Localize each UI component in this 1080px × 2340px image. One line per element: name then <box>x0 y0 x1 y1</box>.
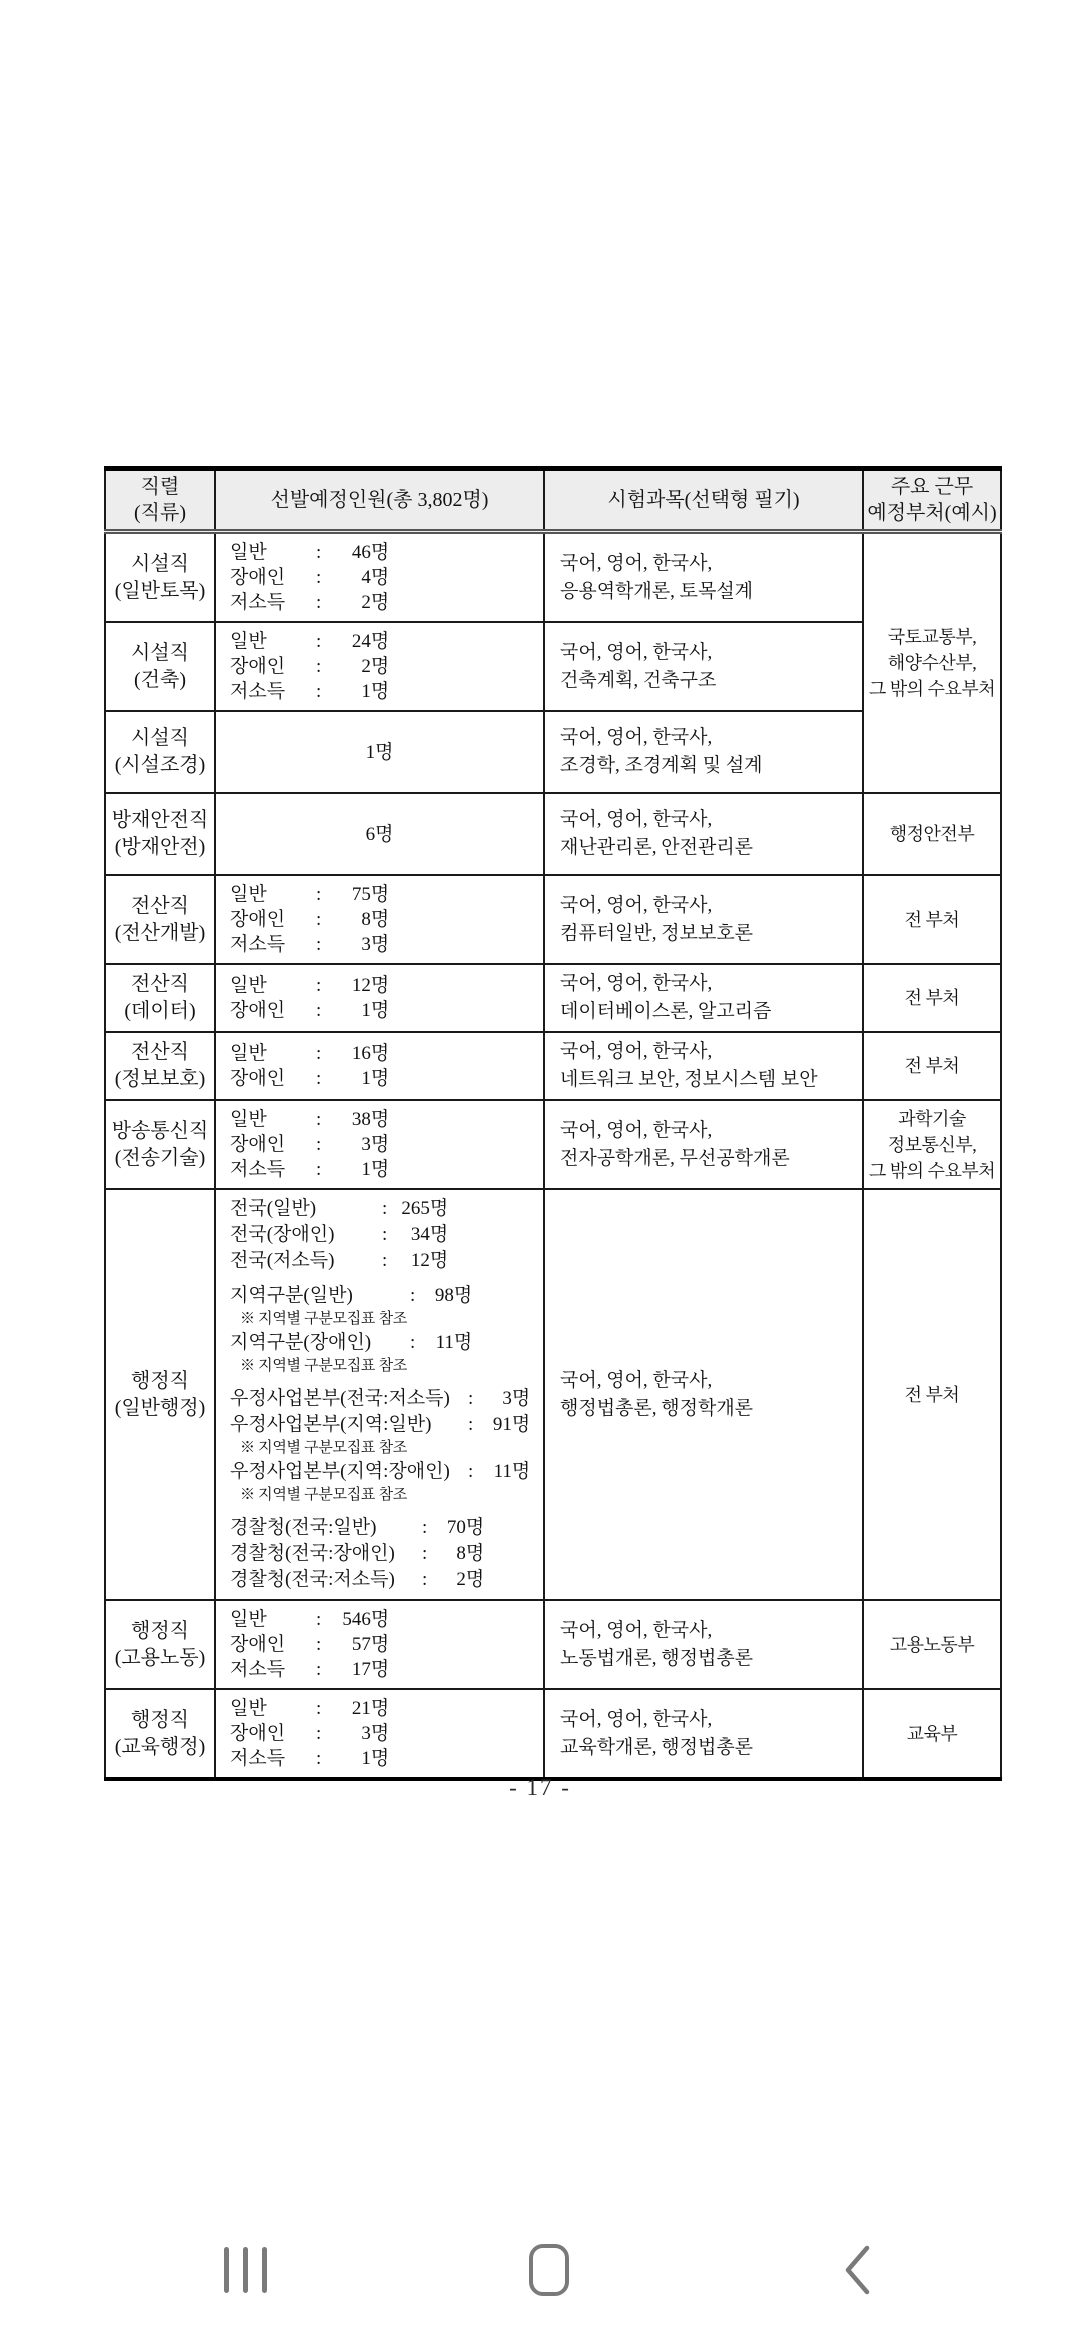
selection-cell <box>215 532 544 623</box>
selection-label: 장애인 <box>230 1634 286 1655</box>
colon: : <box>382 1198 388 1219</box>
selection-line <box>230 1066 529 1091</box>
selection-group <box>230 1515 529 1593</box>
selection-line <box>230 565 529 590</box>
subjects-cell: 국어, 영어, 한국사, 데이터베이스론, 알고리즘 <box>544 964 863 1032</box>
selection-label: 우정사업본부(지역:일반) <box>230 1414 432 1435</box>
subjects-cell: 국어, 영어, 한국사, 응용역학개론, 토목설계 <box>544 532 863 623</box>
colon: : <box>316 631 322 652</box>
colon: : <box>316 1134 322 1155</box>
selection-label: 일반 <box>230 1109 267 1130</box>
colon: : <box>468 1414 474 1435</box>
colon: : <box>316 1068 322 1089</box>
subjects-cell: 국어, 영어, 한국사, 재난관리론, 안전관리론 <box>544 793 863 875</box>
selection-line <box>230 1283 529 1309</box>
selection-label: 저소득 <box>230 1748 286 1769</box>
selection-line <box>230 1412 529 1438</box>
subjects-cell: 국어, 영어, 한국사, 행정법총론, 행정학개론 <box>544 1189 863 1600</box>
selection-label: 경찰청(전국:일반) <box>230 1517 377 1538</box>
selection-label: 저소득 <box>230 592 286 613</box>
selection-value: 3명 <box>502 1388 531 1409</box>
job-cell: 행정직 (일반행정) <box>105 1189 215 1600</box>
department-cell: 고용노동부 <box>863 1600 1001 1689</box>
home-button[interactable] <box>489 2200 609 2340</box>
table-row <box>105 1189 1001 1600</box>
colon: : <box>422 1517 428 1538</box>
selection-cell <box>215 964 544 1032</box>
colon: : <box>316 656 322 677</box>
selection-label: 저소득 <box>230 1159 286 1180</box>
subjects-cell: 국어, 영어, 한국사, 건축계획, 건축구조 <box>544 622 863 711</box>
header-row <box>105 469 1001 532</box>
table-row <box>105 1032 1001 1100</box>
selection-line <box>230 932 529 957</box>
selection-cell <box>215 1600 544 1689</box>
column-header: 주요 근무 예정부처(예시) <box>863 469 1001 532</box>
selection-label: 경찰청(전국:장애인) <box>230 1543 395 1564</box>
selection-label: 일반 <box>230 884 267 905</box>
selection-label: 장애인 <box>230 909 286 930</box>
selection-value: 2명 <box>361 592 390 613</box>
selection-label: 장애인 <box>230 1723 286 1744</box>
job-cell: 행정직 (교육행정) <box>105 1689 215 1779</box>
selection-label: 전국(장애인) <box>230 1224 335 1245</box>
table-row <box>105 793 1001 875</box>
selection-line <box>230 907 529 932</box>
colon: : <box>316 1000 322 1021</box>
department-cell: 전 부처 <box>863 964 1001 1032</box>
selection-value: 3명 <box>361 1723 390 1744</box>
selection-value: 8명 <box>456 1543 485 1564</box>
selection-cell <box>215 875 544 964</box>
colon: : <box>316 542 322 563</box>
department-cell: 국토교통부, 해양수산부, 그 밖의 수요부처 <box>863 532 1001 794</box>
colon: : <box>316 1634 322 1655</box>
android-navigation-bar <box>0 2200 1080 2340</box>
reference-note: ※ 지역별 구분모집표 참조 <box>240 1487 407 1503</box>
selection-value: 38명 <box>351 1109 390 1130</box>
selection-value: 34명 <box>410 1224 449 1245</box>
selection-value: 12명 <box>410 1250 449 1271</box>
selection-label: 일반 <box>230 1043 267 1064</box>
selection-value: 11명 <box>435 1332 473 1353</box>
selection-label: 일반 <box>230 542 267 563</box>
selection-label: 장애인 <box>230 1000 286 1021</box>
selection-group <box>230 1196 529 1274</box>
selection-value: 3명 <box>361 1134 390 1155</box>
selection-cell <box>215 793 544 875</box>
selection-cell <box>215 711 544 793</box>
colon: : <box>316 1698 322 1719</box>
colon: : <box>382 1224 388 1245</box>
selection-line <box>230 1541 529 1567</box>
selection-line <box>230 590 529 615</box>
selection-line <box>230 1632 529 1657</box>
subjects-cell: 국어, 영어, 한국사, 전자공학개론, 무선공학개론 <box>544 1100 863 1189</box>
selection-table <box>104 466 1002 1781</box>
colon: : <box>422 1543 428 1564</box>
colon: : <box>316 909 322 930</box>
department-cell: 전 부처 <box>863 875 1001 964</box>
selection-cell <box>215 1689 544 1779</box>
selection-label: 장애인 <box>230 567 286 588</box>
department-cell: 전 부처 <box>863 1189 1001 1600</box>
job-cell: 시설직 (일반토목) <box>105 532 215 623</box>
column-header: 선발예정인원(총 3,802명) <box>215 469 544 532</box>
department-cell: 전 부처 <box>863 1032 1001 1100</box>
selection-label: 지역구분(장애인) <box>230 1332 372 1353</box>
selection-label: 저소득 <box>230 681 286 702</box>
selection-value: 57명 <box>351 1634 390 1655</box>
selection-label: 지역구분(일반) <box>230 1285 353 1306</box>
column-header: 시험과목(선택형 필기) <box>544 469 863 532</box>
selection-cell <box>215 1100 544 1189</box>
selection-line <box>230 1459 529 1485</box>
page-number: - 17 - <box>509 1775 571 1800</box>
department-cell: 교육부 <box>863 1689 1001 1779</box>
selection-value: 265명 <box>401 1198 449 1219</box>
selection-value: 546명 <box>342 1609 390 1630</box>
selection-label: 저소득 <box>230 934 286 955</box>
table-row <box>105 1689 1001 1779</box>
job-cell: 시설직 (시설조경) <box>105 711 215 793</box>
column-header: 직렬 (직류) <box>105 469 215 532</box>
selection-label: 우정사업본부(지역:장애인) <box>230 1461 450 1482</box>
selection-line <box>230 540 529 565</box>
job-cell: 전산직 (데이터) <box>105 964 215 1032</box>
subjects-cell: 국어, 영어, 한국사, 네트워크 보안, 정보시스템 보안 <box>544 1032 863 1100</box>
selection-value: 70명 <box>446 1517 485 1538</box>
selection-value: 3명 <box>361 934 390 955</box>
recents-icon <box>224 2247 267 2293</box>
selection-label: 전국(일반) <box>230 1198 317 1219</box>
colon: : <box>316 1748 322 1769</box>
selection-value: 2명 <box>456 1569 485 1590</box>
colon: : <box>422 1569 428 1590</box>
selection-label: 저소득 <box>230 1659 286 1680</box>
selection-label: 우정사업본부(전국:저소득) <box>230 1388 450 1409</box>
selection-label: 일반 <box>230 631 267 652</box>
selection-group <box>230 1283 529 1377</box>
colon: : <box>410 1332 416 1353</box>
selection-value: 1명 <box>361 681 390 702</box>
selection-cell <box>215 622 544 711</box>
selection-value: 2명 <box>361 656 390 677</box>
recruitment-table-wrap <box>104 466 1000 1781</box>
table-row <box>105 532 1001 623</box>
selection-line <box>230 1248 529 1274</box>
selection-line <box>230 1222 529 1248</box>
selection-label: 일반 <box>230 1698 267 1719</box>
table-body <box>105 532 1001 1780</box>
selection-value: 1명 <box>361 1748 390 1769</box>
selection-value: 1명 <box>361 1159 390 1180</box>
selection-line <box>230 1746 529 1771</box>
colon: : <box>316 592 322 613</box>
colon: : <box>468 1461 474 1482</box>
colon: : <box>316 934 322 955</box>
colon: : <box>316 1659 322 1680</box>
selection-line <box>230 1386 529 1412</box>
selection-value: 6명 <box>365 823 394 845</box>
subjects-cell: 국어, 영어, 한국사, 조경학, 조경계획 및 설계 <box>544 711 863 793</box>
selection-value: 12명 <box>351 975 390 996</box>
selection-line <box>230 654 529 679</box>
selection-value: 91명 <box>492 1414 531 1435</box>
selection-line <box>230 629 529 654</box>
job-cell: 행정직 (고용노동) <box>105 1600 215 1689</box>
back-icon <box>843 2244 871 2296</box>
colon: : <box>316 681 322 702</box>
job-cell: 방송통신직 (전송기술) <box>105 1100 215 1189</box>
selection-line <box>230 1330 529 1356</box>
colon: : <box>316 1159 322 1180</box>
selection-label: 일반 <box>230 1609 267 1630</box>
back-button[interactable] <box>797 2200 917 2340</box>
selection-line <box>230 1196 529 1222</box>
selection-line <box>230 679 529 704</box>
colon: : <box>316 975 322 996</box>
selection-value: 16명 <box>351 1043 390 1064</box>
selection-value: 11명 <box>493 1461 531 1482</box>
selection-label: 장애인 <box>230 1134 286 1155</box>
selection-value: 1명 <box>365 741 394 763</box>
colon: : <box>316 1043 322 1064</box>
selection-line <box>230 1041 529 1066</box>
selection-line <box>230 1567 529 1593</box>
selection-line <box>230 998 529 1023</box>
recents-button[interactable] <box>185 2200 305 2340</box>
selection-line <box>230 1607 529 1632</box>
selection-line <box>230 1515 529 1541</box>
colon: : <box>382 1250 388 1271</box>
selection-value: 1명 <box>361 1000 390 1021</box>
subjects-cell: 국어, 영어, 한국사, 노동법개론, 행정법총론 <box>544 1600 863 1689</box>
selection-value: 24명 <box>351 631 390 652</box>
job-cell: 시설직 (건축) <box>105 622 215 711</box>
job-cell: 방재안전직 (방재안전) <box>105 793 215 875</box>
colon: : <box>316 884 322 905</box>
job-cell: 전산직 (정보보호) <box>105 1032 215 1100</box>
selection-line <box>230 882 529 907</box>
selection-value: 21명 <box>351 1698 390 1719</box>
table-row <box>105 964 1001 1032</box>
selection-value: 17명 <box>351 1659 390 1680</box>
department-cell: 과학기술 정보통신부, 그 밖의 수요부처 <box>863 1100 1001 1189</box>
colon: : <box>316 1723 322 1744</box>
selection-line <box>230 1721 529 1746</box>
subjects-cell: 국어, 영어, 한국사, 교육학개론, 행정법총론 <box>544 1689 863 1779</box>
selection-line <box>230 1132 529 1157</box>
colon: : <box>468 1388 474 1409</box>
selection-line <box>230 1107 529 1132</box>
selection-value: 98명 <box>434 1285 473 1306</box>
table-row <box>105 1100 1001 1189</box>
selection-label: 경찰청(전국:저소득) <box>230 1569 395 1590</box>
reference-note: ※ 지역별 구분모집표 참조 <box>240 1358 407 1374</box>
home-icon <box>529 2244 569 2296</box>
table-row <box>105 875 1001 964</box>
reference-note: ※ 지역별 구분모집표 참조 <box>240 1440 407 1456</box>
selection-value: 4명 <box>361 567 390 588</box>
selection-line <box>230 973 529 998</box>
selection-cell <box>215 1189 544 1600</box>
reference-note: ※ 지역별 구분모집표 참조 <box>240 1311 407 1327</box>
selection-label: 일반 <box>230 975 267 996</box>
department-cell: 행정안전부 <box>863 793 1001 875</box>
selection-value: 46명 <box>351 542 390 563</box>
colon: : <box>410 1285 416 1306</box>
subjects-cell: 국어, 영어, 한국사, 컴퓨터일반, 정보보호론 <box>544 875 863 964</box>
selection-line <box>230 1157 529 1182</box>
selection-label: 장애인 <box>230 1068 286 1089</box>
colon: : <box>316 1609 322 1630</box>
selection-line <box>230 1696 529 1721</box>
selection-group <box>230 1386 529 1506</box>
selection-value: 8명 <box>361 909 390 930</box>
colon: : <box>316 1109 322 1130</box>
table-header <box>105 469 1001 532</box>
selection-value: 1명 <box>361 1068 390 1089</box>
selection-label: 장애인 <box>230 656 286 677</box>
table-row <box>105 1600 1001 1689</box>
job-cell: 전산직 (전산개발) <box>105 875 215 964</box>
selection-label: 전국(저소득) <box>230 1250 335 1271</box>
selection-line <box>230 1657 529 1682</box>
colon: : <box>316 567 322 588</box>
selection-cell <box>215 1032 544 1100</box>
selection-value: 75명 <box>351 884 390 905</box>
